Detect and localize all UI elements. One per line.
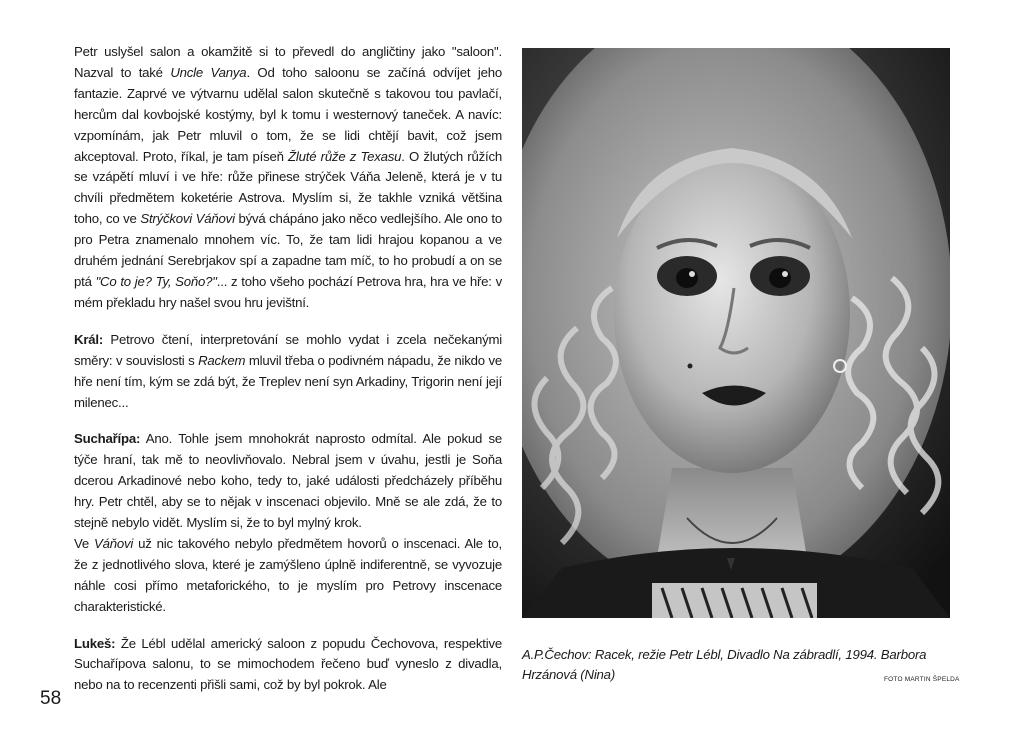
text-segment: ... z toho všeho pochází Petrova hra, hra ve hře: v mém překladu hry našel svou hru jevištní.	[74, 273, 502, 310]
italic-title: Strýčkovi Váňovi	[140, 211, 235, 227]
paragraph-sucharipa	[74, 429, 502, 534]
article-text	[74, 42, 502, 712]
paragraph-kral	[74, 330, 502, 414]
italic-title: Váňovi	[94, 535, 134, 551]
portrait-illustration	[522, 48, 950, 618]
text-segment: už nic takového nebylo předmětem hovorů o inscenaci. Ale to, že z jednotlivého slova, které je zamýšleno úplně indiferentně, se vyvozuje náhle cosi přímo metaforického, to je myslím pro Petrovy inscenace charakteristické.	[74, 535, 502, 614]
paragraph-intro	[74, 42, 502, 314]
italic-title: Uncle Vanya	[170, 64, 247, 80]
text-segment: . O žlutých růžích se vzápětí mluví i ve hře: růže přinese strýček Váňa Jeleně, která je v tu chvíli předmětem koketérie Astrova. Myslím si, že takhle vzniká většina toho, co ve	[74, 148, 502, 227]
paragraph-lukes	[74, 634, 502, 697]
portrait-photo	[522, 48, 950, 618]
speaker-name: Král:	[74, 331, 104, 347]
italic-title: Žluté růže z Texasu	[288, 148, 402, 164]
text-segment: . Od toho saloonu se začíná odvíjet jeho fantazie. Zaprvé ve výtvarnu udělal salon skutečně s takovou tou pavlačí, hercům dal kovbojské kostýmy, byl k tomu i westernový taneček. A navíc: vzpomínám, jak Petr mluvil o tom, že se lidi chtějí bavit, což jsem akceptoval. Proto, říkal, je tam píseň	[74, 64, 502, 164]
text-segment: mluvil třeba o podivném nápadu, že nikdo ve hře není tím, kým se zdá být, že Treplev není syn Arkadiny, Trigorin není její milenec...	[74, 352, 503, 410]
text-segment: Petr uslyšel salon a okamžitě si to převedl do angličtiny jako "saloon". Nazval to také	[74, 44, 502, 80]
italic-title: Rackem	[198, 352, 246, 368]
photo-credit: FOTO MARTIN ŠPELDA	[884, 676, 960, 683]
speaker-name: Suchařípa:	[74, 431, 141, 447]
photo-caption: A.P.Čechov: Racek, režie Petr Lébl, Divadlo Na zábradlí, 1994. Barbora Hrzánová (Nina)	[522, 647, 927, 682]
text-segment: Že Lébl udělal americký saloon z popudu Čechovova, respektive Suchařípova salonu, to se mimochodem řečeno buď vyneslo z divadla, nebo na to recenzenti přišli sami, což by byl pokrok. Ale	[74, 635, 502, 693]
page-number: 58	[40, 688, 62, 709]
text-segment: bývá chápáno jako něco vedlejšího. Ale ono to pro Petra znamenalo mnohem víc. To, že tam lidi hrajou kopanou a ve druhém jednání Serebrjakov spí a zapadne tam míč, to ho probudí a on se ptá	[74, 211, 503, 289]
text-segment: Petrovo čtení, interpretování se mohlo vydat i zcela nečekanými směry: v souvislosti s	[74, 331, 502, 368]
speaker-name: Lukeš:	[74, 635, 116, 651]
text-segment: Ano. Tohle jsem mnohokrát naprosto odmítal. Ale pokud se týče hraní, tak mě to neovlivňovalo. Nebral jsem v úvahu, jestli je Soňa dcerou Arkadinové nebo koho, tedy to, jaké události předcházely příběhu hry. Petr chtěl, aby se to nějak v inscenaci objevilo. Mně se ale zdá, že to stejně nebylo vidět. Myslím si, že to byl mylný krok.	[74, 431, 502, 531]
paragraph-sucharipa-continued	[74, 534, 502, 618]
text-segment: Ve	[74, 535, 94, 551]
italic-quote: "Co to je? Ty, Soňo?"	[95, 273, 217, 289]
